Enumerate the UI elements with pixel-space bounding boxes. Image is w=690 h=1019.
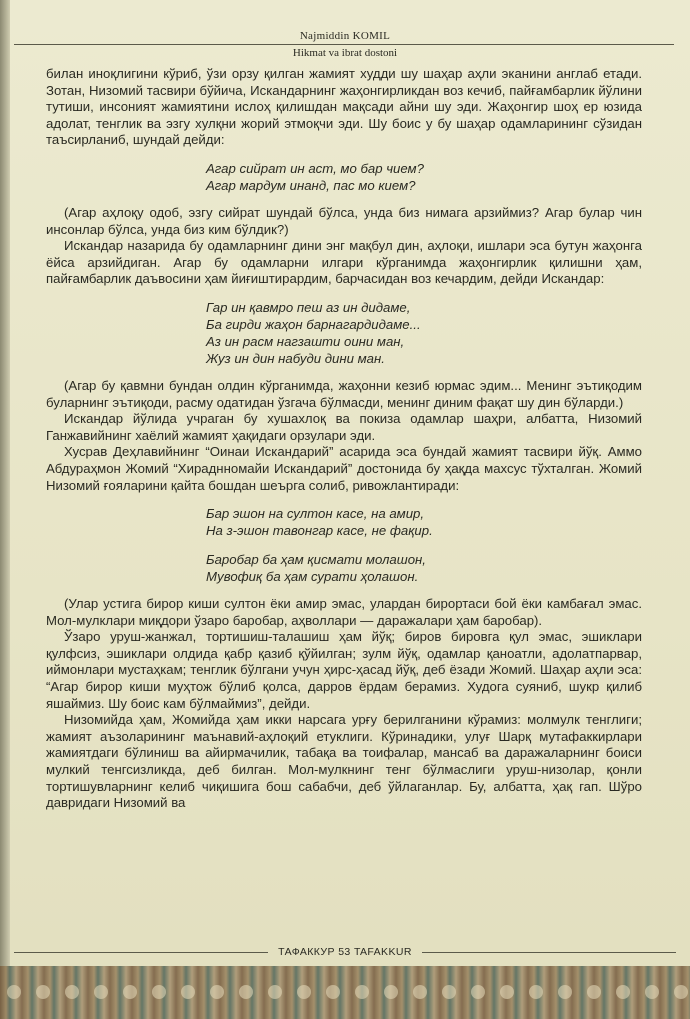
paragraph: билан иноқлигини кўриб, ўзи орзу қилган жамият худди шу шаҳар аҳли эканини англаб етади. Зотан, Низомий тасвири бўйича, Искандарнинг жаҳонгирликдан воз кечиб, пайғамбарлик йўлини тутиши, инсоният жамиятини ислоҳ қилишдан мақсади айни шу эди. Жаҳонгир шоҳ ер юзида адолат, тенглик ва эзгу хулқни жорий этмоқчи эди. Шу боис у бу шаҳар одамларининг сўзидан таъсирланиб, шундай дейди: — [46, 66, 642, 148]
ornament-rosette — [94, 985, 108, 999]
decorative-border-ornament — [0, 966, 690, 1019]
verse-line: Жуз ин дин набуди дини ман. — [206, 350, 385, 366]
verse-line: Гар ин қавмро пеш аз ин дидаме, — [206, 299, 411, 315]
verse-line: Аз ин расм нагзашти оини ман, — [206, 333, 405, 349]
ornament-rosette — [384, 985, 398, 999]
ornament-rosette — [152, 985, 166, 999]
paragraph: Хусрав Деҳлавийнинг “Оинаи Искандарий” асарида эса бундай жамият тасвири йўқ. Аммо Абдураҳмон Жомий “Хираднномайи Искандарий” достонида бу ҳақда махсус тўхталган. Жомий Низомий ғояларини қайта бошдан шеърга солиб, ривожлантиради: — [46, 444, 642, 493]
verse-line: Агар мардум инанд, пас мо кием? — [206, 177, 416, 193]
ornament-rosette — [674, 985, 688, 999]
paragraph: (Улар устига бирор киши султон ёки амир эмас, улардан бирортаси бой ёки камбағал эмас. Мол-мулклари миқдори ўзаро баробар, аҳволлари — даражалари ҳам баробар). — [46, 596, 642, 628]
verse-line: Мувофиқ ба ҳам сурати ҳолашон. — [206, 569, 419, 585]
ornament-rosette — [36, 985, 50, 999]
footer-rule-right — [422, 952, 676, 953]
ornament-rosette — [645, 985, 659, 999]
ornament-rosette — [65, 985, 79, 999]
page-edge-shadow — [0, 0, 10, 1019]
folio-page-number: ТАФАККУР 53 TAFAKKUR — [278, 946, 412, 958]
page-footer — [14, 944, 676, 960]
ornament-rosette — [558, 985, 572, 999]
running-header-author: Najmiddin KOMIL — [299, 30, 391, 42]
verse-quote — [206, 505, 642, 585]
ornament-rosette — [413, 985, 427, 999]
ornament-rosette — [326, 985, 340, 999]
verse-line: Бар эшон на султон касе, на амир, — [206, 506, 425, 522]
verse-quote — [206, 160, 642, 194]
paragraph: Искандар назарида бу одамларнинг дини энг мақбул дин, аҳлоқи, ишлари эса бутун жаҳонга ёйса арзийдиган. Агар бу одамларни илгари кўрганимда жаҳонгирлик қилишни ҳам, пайғамбарлик даъвосини ҳам йиғиштирардим, барчасидан воз кечардим, дейди Искандар: — [46, 238, 642, 287]
ornament-rosette — [500, 985, 514, 999]
verse-line: На з-эшон тавонгар касе, не фақир. — [206, 523, 433, 539]
stanza-gap — [206, 539, 642, 551]
ornament-rosette — [471, 985, 485, 999]
ornament-rosette — [181, 985, 195, 999]
ornament-rosette — [123, 985, 137, 999]
ornament-pattern-icon — [0, 966, 690, 1019]
verse-line: Ба гирди жаҳон барнагардидаме... — [206, 316, 421, 332]
ornament-rosette — [239, 985, 253, 999]
running-header-title: Hikmat va ibrat dostoni — [292, 47, 398, 59]
ornament-rosette — [355, 985, 369, 999]
article-body — [46, 66, 642, 812]
verse-line: Баробар ба ҳам қисмати молашон, — [206, 552, 426, 568]
ornament-rosette — [442, 985, 456, 999]
ornament-rosette — [7, 985, 21, 999]
ornament-rosette — [616, 985, 630, 999]
paragraph: (Агар аҳлоқу одоб, эзгу сийрат шундай бўлса, унда биз нимага арзиймиз? Агар булар чин инсонлар бўлса, унда биз ким бўлдик?) — [46, 204, 642, 237]
ornament-rosette — [268, 985, 282, 999]
verse-quote — [206, 299, 642, 367]
ornament-rosette — [297, 985, 311, 999]
paragraph: Искандар йўлида учраган бу хушахлоқ ва покиза одамлар шаҳри, албатта, Низомий Ганжавийнинг хаёлий жамият ҳақидаги орзулари эди. — [46, 411, 642, 443]
ornament-rosette — [587, 985, 601, 999]
ornament-rosette — [529, 985, 543, 999]
verse-line: Агар сийрат ин аст, мо бар чием? — [206, 160, 424, 176]
paragraph: Ўзаро уруш-жанжал, тортишиш-талашиш ҳам йўқ; биров бировга қул эмас, эшиклари қулфсиз, эшиклари олдида қабр қазиб қўйилган; зулм йўқ, одамлар қаноатли, адолатпарвар, иймонлари мустаҳкам; тенглик бўлгани учун ҳирс-ҳасад йўқ, деб ёзади Жомий. Шаҳар аҳли эса: “Агар бирор киши муҳтож бўлиб қолса, дарров ёрдам берамиз. Худога суяниб, шукр қилиб яшаймиз. Шу боис кам бўлмаймиз”, дейди. — [46, 629, 642, 711]
footer-rule-left — [14, 952, 268, 953]
header-divider — [14, 44, 674, 45]
paragraph: (Агар бу қавмни бундан олдин кўрганимда, жаҳонни кезиб юрмас эдим... Менинг эътиқодим буларнинг эътиқоди, расму одатидан ўзгача бўлмасди, менинг диним фақат шу дин бўларди.) — [46, 377, 642, 410]
paragraph: Низомийда ҳам, Жомийда ҳам икки нарсага урғу берилганини кўрамиз: молмулк тенглиги; жамият аъзоларининг маънавий-аҳлоқий етуклиги. Кўринадики, улуғ Шарқ мутафаккирлари жамиятдаги бўлиниш ва айирмачилик, табақа ва тоифалар, мансаб ва даражаларнинг боиси мулкий тенгсизликда, деб билган. Мол-мулкнинг тенг бўлмаслиги уруш-низолар, қонли тортишувларнинг келиб чиқишига бош сабабчи, деб ўйлаганлар. Бу, албатта, ҳақ гап. Шўро давридаги Низомий ва — [46, 712, 642, 811]
ornament-rosette — [210, 985, 224, 999]
